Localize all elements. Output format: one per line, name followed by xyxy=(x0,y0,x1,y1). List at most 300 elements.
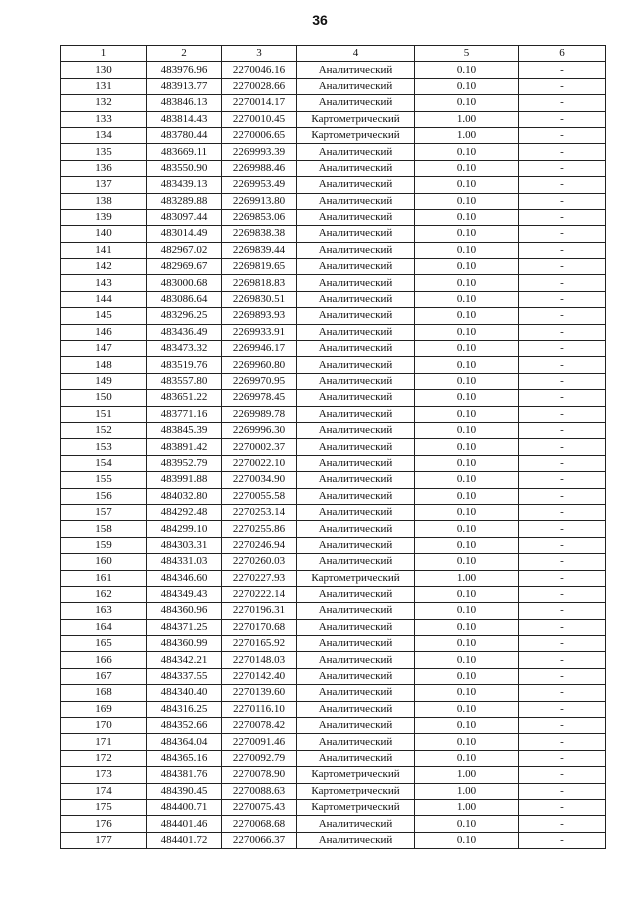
method-cell: Аналитический xyxy=(297,685,415,701)
x-coordinate-cell: 483991.88 xyxy=(147,472,222,488)
accuracy-cell: 0.10 xyxy=(415,62,519,78)
table-row xyxy=(61,144,606,160)
y-coordinate-cell: 2270088.63 xyxy=(222,783,297,799)
y-coordinate-cell: 2270028.66 xyxy=(222,78,297,94)
accuracy-cell: 0.10 xyxy=(415,537,519,553)
y-coordinate-cell: 2270222.14 xyxy=(222,586,297,602)
note-cell: - xyxy=(519,718,606,734)
y-coordinate-cell: 2269893.93 xyxy=(222,308,297,324)
x-coordinate-cell: 483557.80 xyxy=(147,373,222,389)
method-cell: Аналитический xyxy=(297,341,415,357)
method-cell: Аналитический xyxy=(297,504,415,520)
accuracy-cell: 0.10 xyxy=(415,177,519,193)
y-coordinate-cell: 2270092.79 xyxy=(222,750,297,766)
note-cell: - xyxy=(519,816,606,832)
point-number-cell: 163 xyxy=(61,603,147,619)
method-cell: Аналитический xyxy=(297,62,415,78)
method-cell: Аналитический xyxy=(297,357,415,373)
table-row xyxy=(61,275,606,291)
x-coordinate-cell: 484346.60 xyxy=(147,570,222,586)
note-cell: - xyxy=(519,832,606,848)
y-coordinate-cell: 2270046.16 xyxy=(222,62,297,78)
method-cell: Аналитический xyxy=(297,422,415,438)
accuracy-cell: 0.10 xyxy=(415,619,519,635)
note-cell: - xyxy=(519,177,606,193)
x-coordinate-cell: 483846.13 xyxy=(147,95,222,111)
note-cell: - xyxy=(519,78,606,94)
accuracy-cell: 1.00 xyxy=(415,767,519,783)
accuracy-cell: 0.10 xyxy=(415,668,519,684)
y-coordinate-cell: 2270010.45 xyxy=(222,111,297,127)
point-number-cell: 146 xyxy=(61,324,147,340)
point-number-cell: 160 xyxy=(61,554,147,570)
x-coordinate-cell: 484400.71 xyxy=(147,799,222,815)
note-cell: - xyxy=(519,242,606,258)
method-cell: Аналитический xyxy=(297,439,415,455)
x-coordinate-cell: 484390.45 xyxy=(147,783,222,799)
page-number: 36 xyxy=(312,12,328,28)
note-cell: - xyxy=(519,586,606,602)
note-cell: - xyxy=(519,701,606,717)
note-cell: - xyxy=(519,799,606,815)
method-cell: Аналитический xyxy=(297,636,415,652)
note-cell: - xyxy=(519,259,606,275)
x-coordinate-cell: 483651.22 xyxy=(147,390,222,406)
y-coordinate-cell: 2270068.68 xyxy=(222,816,297,832)
table-row xyxy=(61,554,606,570)
table-row xyxy=(61,357,606,373)
method-cell: Аналитический xyxy=(297,390,415,406)
x-coordinate-cell: 484371.25 xyxy=(147,619,222,635)
x-coordinate-cell: 484292.48 xyxy=(147,504,222,520)
point-number-cell: 132 xyxy=(61,95,147,111)
note-cell: - xyxy=(519,537,606,553)
table-row xyxy=(61,160,606,176)
accuracy-cell: 0.10 xyxy=(415,586,519,602)
point-number-cell: 154 xyxy=(61,455,147,471)
method-cell: Картометрический xyxy=(297,783,415,799)
y-coordinate-cell: 2270078.90 xyxy=(222,767,297,783)
y-coordinate-cell: 2269978.45 xyxy=(222,390,297,406)
y-coordinate-cell: 2270006.65 xyxy=(222,127,297,143)
column-header: 2 xyxy=(147,46,222,62)
point-number-cell: 167 xyxy=(61,668,147,684)
table-row xyxy=(61,488,606,504)
method-cell: Картометрический xyxy=(297,570,415,586)
y-coordinate-cell: 2269913.80 xyxy=(222,193,297,209)
point-number-cell: 158 xyxy=(61,521,147,537)
y-coordinate-cell: 2269993.39 xyxy=(222,144,297,160)
method-cell: Аналитический xyxy=(297,193,415,209)
method-cell: Аналитический xyxy=(297,78,415,94)
y-coordinate-cell: 2269970.95 xyxy=(222,373,297,389)
x-coordinate-cell: 484364.04 xyxy=(147,734,222,750)
table-row xyxy=(61,177,606,193)
y-coordinate-cell: 2269838.38 xyxy=(222,226,297,242)
accuracy-cell: 1.00 xyxy=(415,570,519,586)
point-number-cell: 150 xyxy=(61,390,147,406)
table-row xyxy=(61,324,606,340)
method-cell: Аналитический xyxy=(297,308,415,324)
table-row xyxy=(61,685,606,701)
x-coordinate-cell: 483289.88 xyxy=(147,193,222,209)
method-cell: Аналитический xyxy=(297,718,415,734)
note-cell: - xyxy=(519,767,606,783)
table-row xyxy=(61,832,606,848)
note-cell: - xyxy=(519,406,606,422)
method-cell: Аналитический xyxy=(297,521,415,537)
table-header-row xyxy=(61,46,606,62)
note-cell: - xyxy=(519,308,606,324)
point-number-cell: 157 xyxy=(61,504,147,520)
note-cell: - xyxy=(519,341,606,357)
accuracy-cell: 0.10 xyxy=(415,718,519,734)
point-number-cell: 142 xyxy=(61,259,147,275)
table-row xyxy=(61,652,606,668)
accuracy-cell: 0.10 xyxy=(415,291,519,307)
note-cell: - xyxy=(519,472,606,488)
point-number-cell: 156 xyxy=(61,488,147,504)
x-coordinate-cell: 484401.46 xyxy=(147,816,222,832)
method-cell: Аналитический xyxy=(297,472,415,488)
note-cell: - xyxy=(519,636,606,652)
accuracy-cell: 0.10 xyxy=(415,701,519,717)
table-row xyxy=(61,209,606,225)
method-cell: Картометрический xyxy=(297,767,415,783)
x-coordinate-cell: 483296.25 xyxy=(147,308,222,324)
note-cell: - xyxy=(519,226,606,242)
y-coordinate-cell: 2269839.44 xyxy=(222,242,297,258)
method-cell: Картометрический xyxy=(297,111,415,127)
method-cell: Аналитический xyxy=(297,832,415,848)
method-cell: Аналитический xyxy=(297,488,415,504)
method-cell: Аналитический xyxy=(297,586,415,602)
table-row xyxy=(61,62,606,78)
x-coordinate-cell: 482969.67 xyxy=(147,259,222,275)
table-row xyxy=(61,226,606,242)
y-coordinate-cell: 2270148.03 xyxy=(222,652,297,668)
table-row xyxy=(61,619,606,635)
x-coordinate-cell: 484401.72 xyxy=(147,832,222,848)
table-row xyxy=(61,636,606,652)
accuracy-cell: 0.10 xyxy=(415,603,519,619)
method-cell: Картометрический xyxy=(297,799,415,815)
accuracy-cell: 0.10 xyxy=(415,488,519,504)
method-cell: Картометрический xyxy=(297,127,415,143)
accuracy-cell: 0.10 xyxy=(415,160,519,176)
y-coordinate-cell: 2269960.80 xyxy=(222,357,297,373)
method-cell: Аналитический xyxy=(297,259,415,275)
table-row xyxy=(61,718,606,734)
table-row xyxy=(61,291,606,307)
method-cell: Аналитический xyxy=(297,701,415,717)
point-number-cell: 168 xyxy=(61,685,147,701)
note-cell: - xyxy=(519,95,606,111)
accuracy-cell: 0.10 xyxy=(415,439,519,455)
note-cell: - xyxy=(519,357,606,373)
point-number-cell: 153 xyxy=(61,439,147,455)
method-cell: Аналитический xyxy=(297,554,415,570)
accuracy-cell: 0.10 xyxy=(415,832,519,848)
table-row xyxy=(61,455,606,471)
x-coordinate-cell: 483439.13 xyxy=(147,177,222,193)
point-number-cell: 151 xyxy=(61,406,147,422)
table-row xyxy=(61,750,606,766)
point-number-cell: 148 xyxy=(61,357,147,373)
note-cell: - xyxy=(519,652,606,668)
method-cell: Аналитический xyxy=(297,537,415,553)
accuracy-cell: 0.10 xyxy=(415,734,519,750)
table-row xyxy=(61,767,606,783)
note-cell: - xyxy=(519,554,606,570)
y-coordinate-cell: 2270142.40 xyxy=(222,668,297,684)
method-cell: Аналитический xyxy=(297,668,415,684)
note-cell: - xyxy=(519,422,606,438)
column-header: 3 xyxy=(222,46,297,62)
x-coordinate-cell: 483097.44 xyxy=(147,209,222,225)
y-coordinate-cell: 2270165.92 xyxy=(222,636,297,652)
point-number-cell: 176 xyxy=(61,816,147,832)
x-coordinate-cell: 484032.80 xyxy=(147,488,222,504)
note-cell: - xyxy=(519,62,606,78)
y-coordinate-cell: 2270116.10 xyxy=(222,701,297,717)
note-cell: - xyxy=(519,373,606,389)
point-number-cell: 134 xyxy=(61,127,147,143)
table-row xyxy=(61,242,606,258)
method-cell: Аналитический xyxy=(297,750,415,766)
table-row xyxy=(61,373,606,389)
note-cell: - xyxy=(519,783,606,799)
accuracy-cell: 0.10 xyxy=(415,390,519,406)
accuracy-cell: 0.10 xyxy=(415,259,519,275)
note-cell: - xyxy=(519,111,606,127)
accuracy-cell: 0.10 xyxy=(415,242,519,258)
y-coordinate-cell: 2269989.78 xyxy=(222,406,297,422)
method-cell: Аналитический xyxy=(297,144,415,160)
y-coordinate-cell: 2270022.10 xyxy=(222,455,297,471)
point-number-cell: 137 xyxy=(61,177,147,193)
y-coordinate-cell: 2270066.37 xyxy=(222,832,297,848)
accuracy-cell: 0.10 xyxy=(415,652,519,668)
table-row xyxy=(61,603,606,619)
table-body xyxy=(61,62,606,849)
table-row xyxy=(61,308,606,324)
y-coordinate-cell: 2270078.42 xyxy=(222,718,297,734)
method-cell: Аналитический xyxy=(297,275,415,291)
accuracy-cell: 0.10 xyxy=(415,373,519,389)
y-coordinate-cell: 2270002.37 xyxy=(222,439,297,455)
x-coordinate-cell: 483669.11 xyxy=(147,144,222,160)
y-coordinate-cell: 2270139.60 xyxy=(222,685,297,701)
method-cell: Аналитический xyxy=(297,324,415,340)
accuracy-cell: 0.10 xyxy=(415,226,519,242)
accuracy-cell: 0.10 xyxy=(415,78,519,94)
x-coordinate-cell: 482967.02 xyxy=(147,242,222,258)
y-coordinate-cell: 2270091.46 xyxy=(222,734,297,750)
accuracy-cell: 0.10 xyxy=(415,504,519,520)
method-cell: Аналитический xyxy=(297,209,415,225)
note-cell: - xyxy=(519,439,606,455)
point-number-cell: 147 xyxy=(61,341,147,357)
table-row xyxy=(61,504,606,520)
x-coordinate-cell: 484331.03 xyxy=(147,554,222,570)
table-row xyxy=(61,783,606,799)
column-header: 1 xyxy=(61,46,147,62)
accuracy-cell: 0.10 xyxy=(415,422,519,438)
point-number-cell: 130 xyxy=(61,62,147,78)
table-row xyxy=(61,586,606,602)
accuracy-cell: 1.00 xyxy=(415,783,519,799)
table-row xyxy=(61,193,606,209)
accuracy-cell: 0.10 xyxy=(415,144,519,160)
point-number-cell: 135 xyxy=(61,144,147,160)
point-number-cell: 161 xyxy=(61,570,147,586)
method-cell: Аналитический xyxy=(297,652,415,668)
method-cell: Аналитический xyxy=(297,242,415,258)
point-number-cell: 174 xyxy=(61,783,147,799)
y-coordinate-cell: 2269830.51 xyxy=(222,291,297,307)
x-coordinate-cell: 483550.90 xyxy=(147,160,222,176)
note-cell: - xyxy=(519,488,606,504)
point-number-cell: 169 xyxy=(61,701,147,717)
point-number-cell: 155 xyxy=(61,472,147,488)
note-cell: - xyxy=(519,390,606,406)
note-cell: - xyxy=(519,127,606,143)
accuracy-cell: 0.10 xyxy=(415,472,519,488)
x-coordinate-cell: 484303.31 xyxy=(147,537,222,553)
note-cell: - xyxy=(519,734,606,750)
accuracy-cell: 0.10 xyxy=(415,341,519,357)
point-number-cell: 141 xyxy=(61,242,147,258)
table-row xyxy=(61,95,606,111)
note-cell: - xyxy=(519,209,606,225)
accuracy-cell: 0.10 xyxy=(415,308,519,324)
x-coordinate-cell: 484352.66 xyxy=(147,718,222,734)
point-number-cell: 165 xyxy=(61,636,147,652)
point-number-cell: 143 xyxy=(61,275,147,291)
method-cell: Аналитический xyxy=(297,226,415,242)
accuracy-cell: 1.00 xyxy=(415,111,519,127)
method-cell: Аналитический xyxy=(297,160,415,176)
column-header: 5 xyxy=(415,46,519,62)
y-coordinate-cell: 2269819.65 xyxy=(222,259,297,275)
y-coordinate-cell: 2269818.83 xyxy=(222,275,297,291)
x-coordinate-cell: 484340.40 xyxy=(147,685,222,701)
accuracy-cell: 0.10 xyxy=(415,275,519,291)
accuracy-cell: 0.10 xyxy=(415,193,519,209)
method-cell: Аналитический xyxy=(297,816,415,832)
accuracy-cell: 0.10 xyxy=(415,324,519,340)
y-coordinate-cell: 2270246.94 xyxy=(222,537,297,553)
x-coordinate-cell: 484299.10 xyxy=(147,521,222,537)
y-coordinate-cell: 2270075.43 xyxy=(222,799,297,815)
note-cell: - xyxy=(519,685,606,701)
note-cell: - xyxy=(519,160,606,176)
point-number-cell: 172 xyxy=(61,750,147,766)
point-number-cell: 139 xyxy=(61,209,147,225)
method-cell: Аналитический xyxy=(297,406,415,422)
method-cell: Аналитический xyxy=(297,455,415,471)
point-number-cell: 140 xyxy=(61,226,147,242)
point-number-cell: 177 xyxy=(61,832,147,848)
point-number-cell: 173 xyxy=(61,767,147,783)
table-row xyxy=(61,439,606,455)
table-row xyxy=(61,390,606,406)
accuracy-cell: 0.10 xyxy=(415,685,519,701)
point-number-cell: 175 xyxy=(61,799,147,815)
x-coordinate-cell: 483473.32 xyxy=(147,341,222,357)
x-coordinate-cell: 483976.96 xyxy=(147,62,222,78)
method-cell: Аналитический xyxy=(297,619,415,635)
note-cell: - xyxy=(519,668,606,684)
x-coordinate-cell: 484381.76 xyxy=(147,767,222,783)
y-coordinate-cell: 2269933.91 xyxy=(222,324,297,340)
table-row xyxy=(61,341,606,357)
note-cell: - xyxy=(519,324,606,340)
x-coordinate-cell: 483014.49 xyxy=(147,226,222,242)
note-cell: - xyxy=(519,619,606,635)
accuracy-cell: 0.10 xyxy=(415,357,519,373)
x-coordinate-cell: 483000.68 xyxy=(147,275,222,291)
column-header: 6 xyxy=(519,46,606,62)
point-number-cell: 131 xyxy=(61,78,147,94)
y-coordinate-cell: 2270014.17 xyxy=(222,95,297,111)
table-row xyxy=(61,78,606,94)
y-coordinate-cell: 2270255.86 xyxy=(222,521,297,537)
point-number-cell: 152 xyxy=(61,422,147,438)
note-cell: - xyxy=(519,521,606,537)
accuracy-cell: 1.00 xyxy=(415,799,519,815)
point-number-cell: 159 xyxy=(61,537,147,553)
x-coordinate-cell: 483771.16 xyxy=(147,406,222,422)
point-number-cell: 136 xyxy=(61,160,147,176)
y-coordinate-cell: 2269953.49 xyxy=(222,177,297,193)
x-coordinate-cell: 484349.43 xyxy=(147,586,222,602)
point-number-cell: 171 xyxy=(61,734,147,750)
accuracy-cell: 1.00 xyxy=(415,127,519,143)
note-cell: - xyxy=(519,504,606,520)
note-cell: - xyxy=(519,193,606,209)
coordinates-table xyxy=(60,45,606,849)
point-number-cell: 138 xyxy=(61,193,147,209)
y-coordinate-cell: 2270034.90 xyxy=(222,472,297,488)
note-cell: - xyxy=(519,603,606,619)
accuracy-cell: 0.10 xyxy=(415,816,519,832)
y-coordinate-cell: 2270260.03 xyxy=(222,554,297,570)
y-coordinate-cell: 2270055.58 xyxy=(222,488,297,504)
y-coordinate-cell: 2270170.68 xyxy=(222,619,297,635)
table-row xyxy=(61,668,606,684)
x-coordinate-cell: 483814.43 xyxy=(147,111,222,127)
table-row xyxy=(61,259,606,275)
accuracy-cell: 0.10 xyxy=(415,209,519,225)
x-coordinate-cell: 484337.55 xyxy=(147,668,222,684)
x-coordinate-cell: 483891.42 xyxy=(147,439,222,455)
x-coordinate-cell: 483952.79 xyxy=(147,455,222,471)
x-coordinate-cell: 484360.99 xyxy=(147,636,222,652)
table-row xyxy=(61,570,606,586)
method-cell: Аналитический xyxy=(297,95,415,111)
note-cell: - xyxy=(519,750,606,766)
point-number-cell: 162 xyxy=(61,586,147,602)
accuracy-cell: 0.10 xyxy=(415,636,519,652)
method-cell: Аналитический xyxy=(297,373,415,389)
note-cell: - xyxy=(519,275,606,291)
point-number-cell: 170 xyxy=(61,718,147,734)
method-cell: Аналитический xyxy=(297,603,415,619)
y-coordinate-cell: 2269996.30 xyxy=(222,422,297,438)
note-cell: - xyxy=(519,570,606,586)
